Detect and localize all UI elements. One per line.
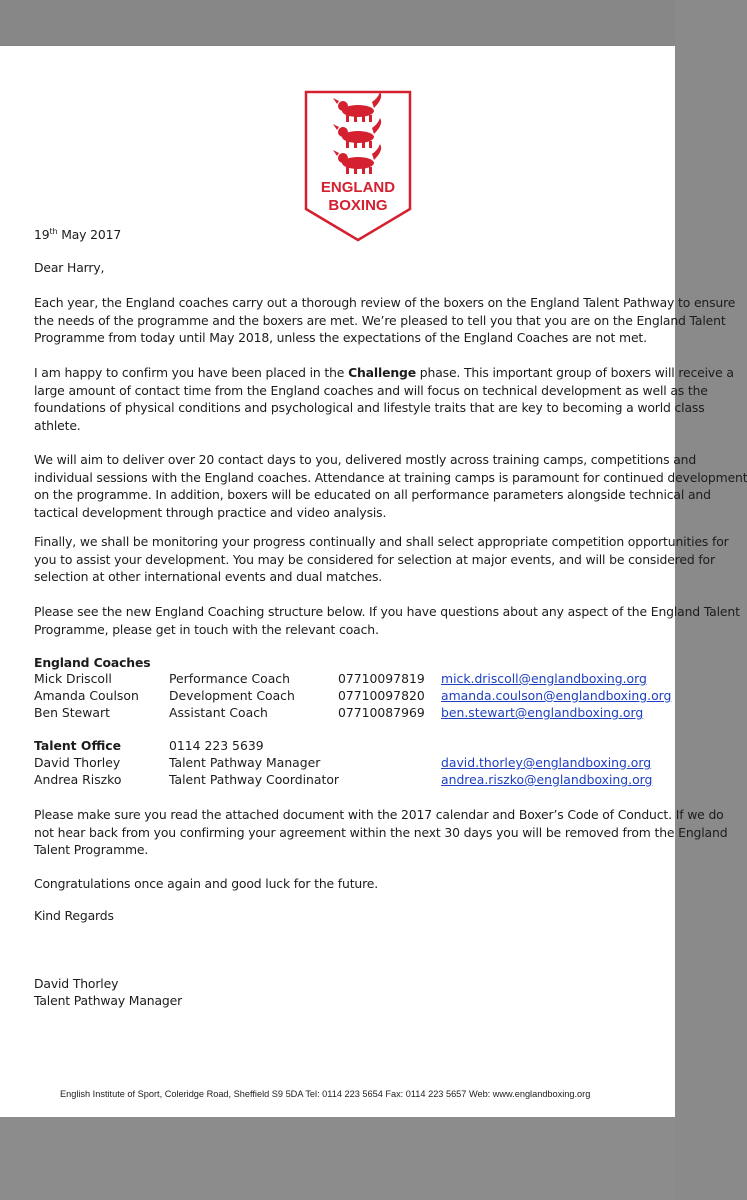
- coach-phone: 07710087969: [338, 705, 425, 720]
- staff-row: [34, 755, 675, 772]
- coach-name: Ben Stewart: [34, 705, 110, 720]
- coach-email-link[interactable]: amanda.coulson@englandboxing.org: [441, 688, 672, 703]
- staff-email-link[interactable]: andrea.riszko@englandboxing.org: [441, 772, 653, 787]
- phase-name: Challenge: [348, 365, 416, 380]
- sign-off: Kind Regards: [34, 908, 114, 923]
- talent-office-phone: 0114 223 5639: [169, 738, 264, 753]
- signer-name: David Thorley: [34, 976, 119, 991]
- letter-page: [0, 46, 747, 1117]
- logo-line2: BOXING: [328, 197, 388, 214]
- coach-row: [34, 671, 675, 688]
- coach-row: [34, 705, 675, 722]
- staff-role: Talent Pathway Coordinator: [169, 772, 340, 787]
- staff-role: Talent Pathway Manager: [169, 755, 321, 770]
- coach-email-link[interactable]: mick.driscoll@englandboxing.org: [441, 671, 647, 686]
- logo-line1: ENGLAND: [320, 179, 396, 196]
- coach-phone: 07710097820: [338, 688, 425, 703]
- staff-email-link[interactable]: david.thorley@englandboxing.org: [441, 755, 652, 770]
- bottom-backdrop: [0, 1117, 675, 1200]
- coach-phone: 07710097819: [338, 671, 425, 686]
- coach-name: Amanda Coulson: [34, 688, 139, 703]
- coach-email-link[interactable]: ben.stewart@englandboxing.org: [441, 705, 644, 720]
- paragraph-3: We will aim to deliver over 20 contact days to you, delivered mostly across training camps, competitions and individual sessions with the England coaches. Attendance at training camps is paramount for continued development on the programme. In addition, boxers will be educated on all performance parameters alongside technical and tactical development through practice and video analysis.: [34, 452, 747, 520]
- staff-name: David Thorley: [34, 755, 121, 770]
- signer-title: Talent Pathway Manager: [34, 993, 183, 1008]
- letter-footer: English Institute of Sport, Coleridge Road, Sheffield S9 5DA Tel: 0114 223 5654 Fax: 0114 223 5657 Web: www.englandboxing.org: [60, 1089, 591, 1099]
- letter-date: 19th May 2017: [34, 226, 122, 242]
- paragraph-2: I am happy to confirm you have been placed in the Challenge phase. This important group of boxers will receive a large amount of contact time from the England coaches and will focus on technical development as well as the foundations of physical conditions and psychological and lifestyle traits that are key to becoming a world class athlete.: [34, 365, 734, 433]
- staff-row: [34, 772, 675, 789]
- top-backdrop: [0, 0, 675, 46]
- coach-role: Performance Coach: [169, 671, 290, 686]
- paragraph-5: Please see the new England Coaching structure below. If you have questions about any aspect of the England Talent Programme, please get in touch with the relevant coach.: [34, 604, 740, 637]
- paragraph-4: Finally, we shall be monitoring your progress continually and shall select appropriate competition opportunities for you to assist your development. You may be considered for selection at major events, and will be considered for selection at other international events and dual matches.: [34, 534, 729, 584]
- talent-office-header-row: [34, 738, 675, 755]
- coach-name: Mick Driscoll: [34, 671, 112, 686]
- greeting: Dear Harry,: [34, 260, 105, 275]
- paragraph-7: Congratulations once again and good luck for the future.: [34, 876, 379, 891]
- paragraph-1: Each year, the England coaches carry out a thorough review of the boxers on the England Talent Pathway to ensure the needs of the programme and the boxers are met. We’re pleased to tell you that you are on the England Talent Programme from today until May 2018, unless the expectations of the England Coaches are not met.: [34, 295, 736, 345]
- coach-role: Assistant Coach: [169, 705, 268, 720]
- coach-role: Development Coach: [169, 688, 295, 703]
- england-boxing-logo: [305, 91, 411, 241]
- coaches-heading: England Coaches: [34, 655, 151, 670]
- talent-office-heading: Talent Office: [34, 738, 122, 753]
- coach-row: [34, 688, 675, 705]
- staff-name: Andrea Riszko: [34, 772, 122, 787]
- paragraph-6: Please make sure you read the attached document with the 2017 calendar and Boxer’s Code of Conduct. If we do not hear back from you confirming your agreement within the next 30 days you will be removed from the England Talent Programme.: [34, 807, 728, 857]
